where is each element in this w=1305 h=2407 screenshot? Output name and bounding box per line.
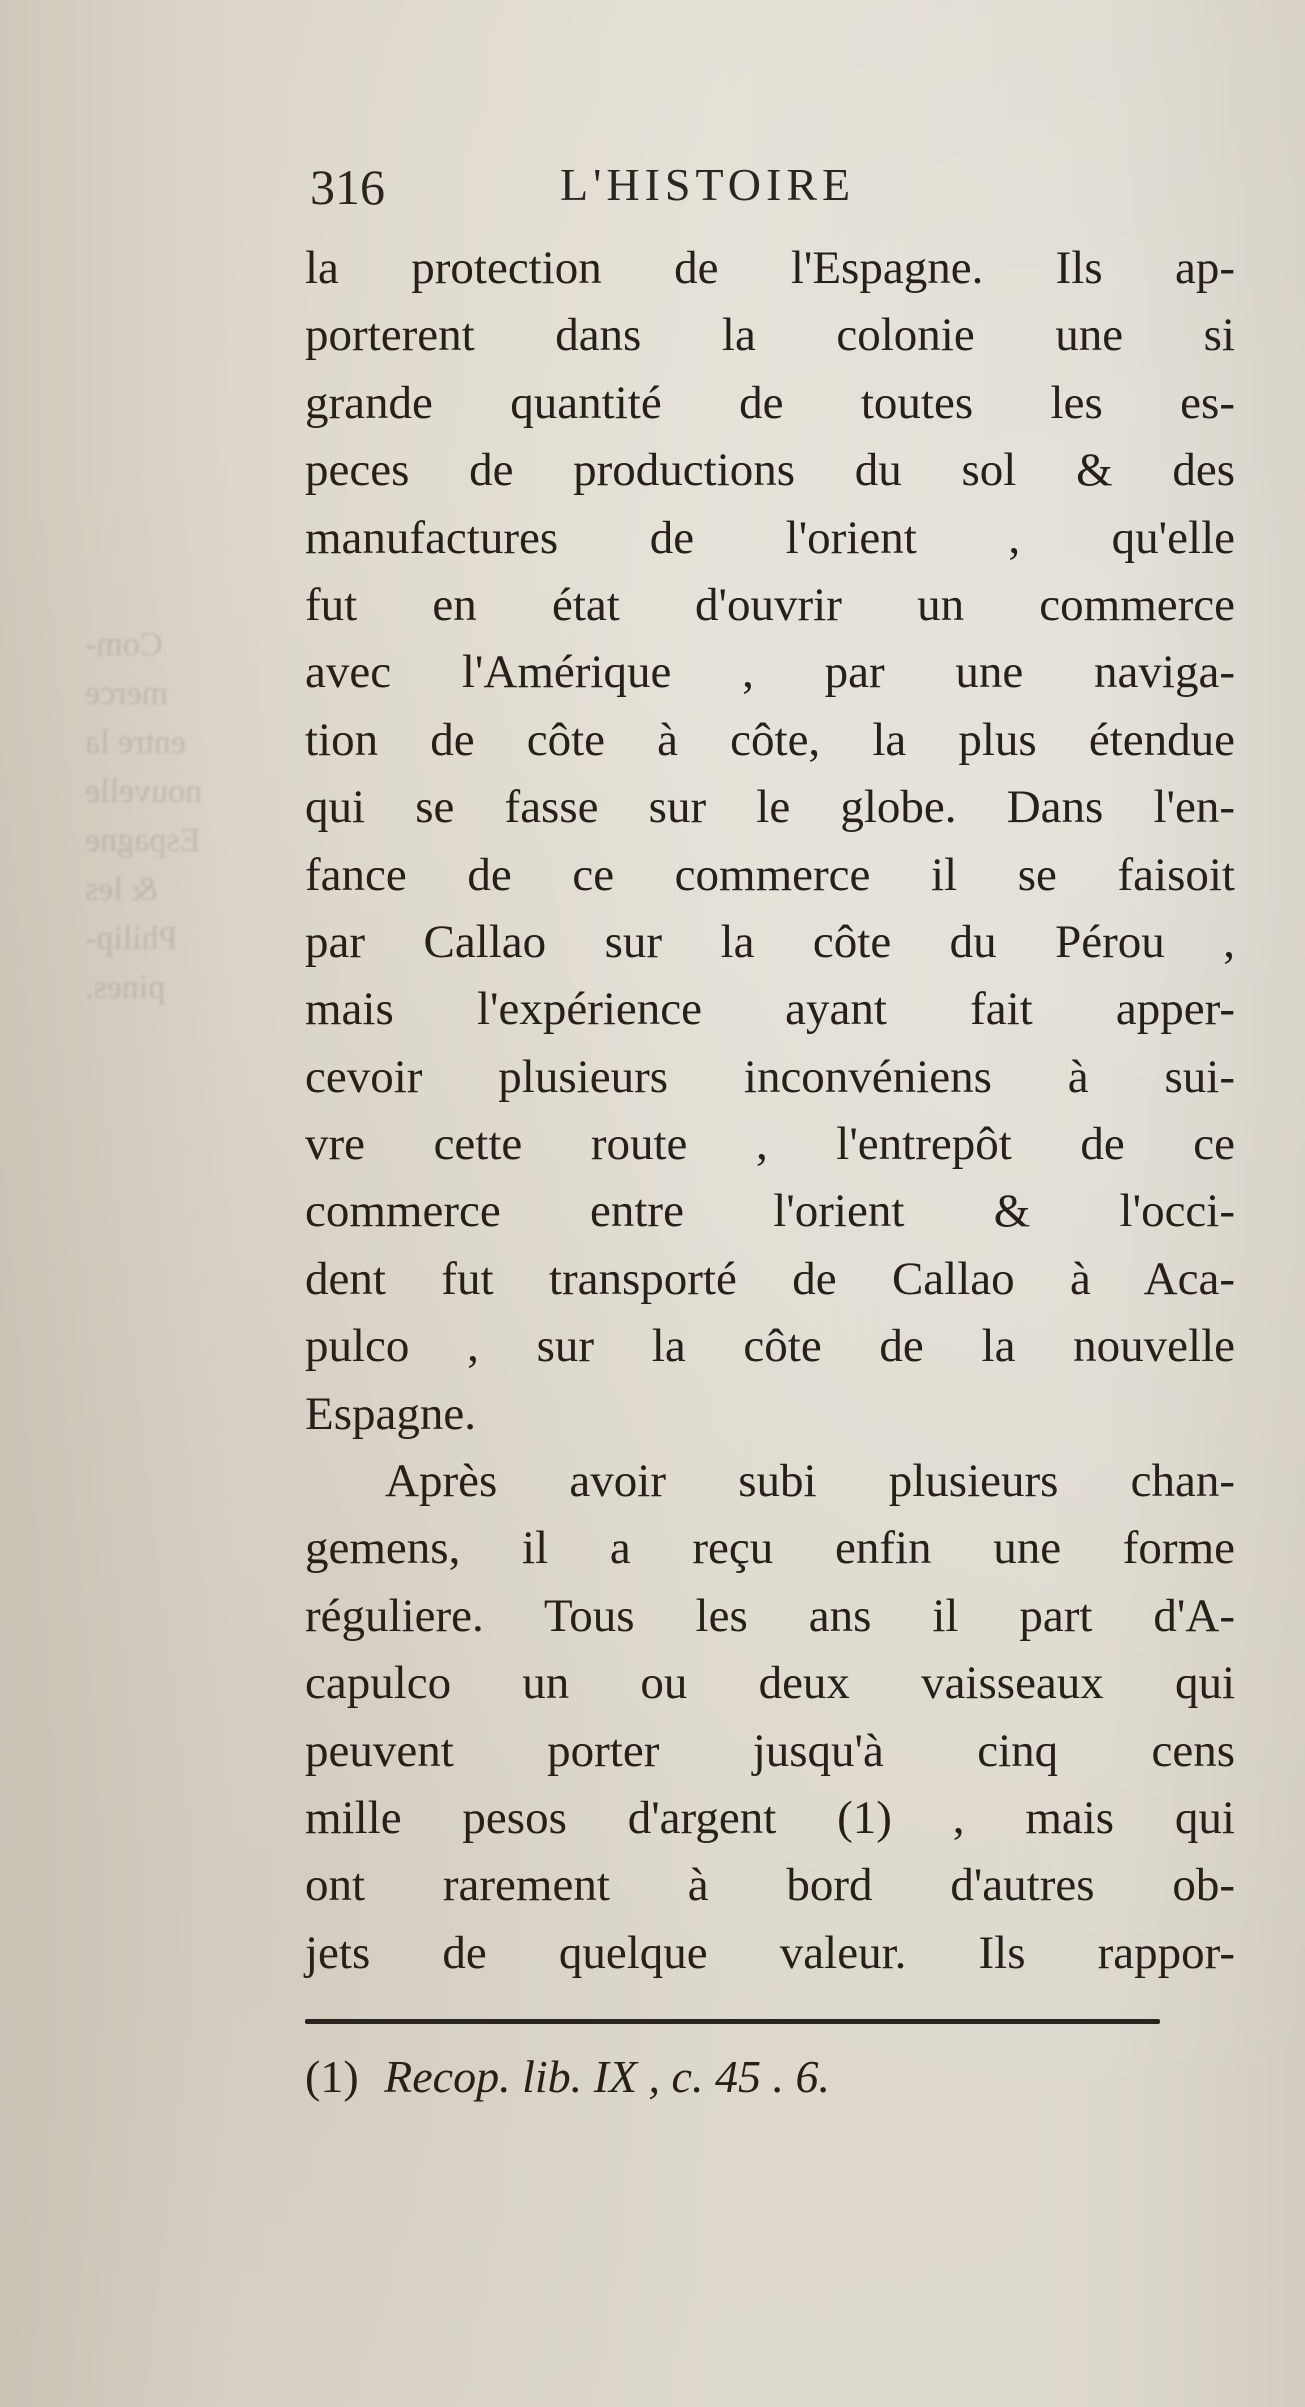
text-line: qui se fasse sur le globe. Dans l'en-: [305, 781, 1235, 834]
text-line: Après avoir subi plusieurs chan-: [385, 1455, 1235, 1508]
text-line: commerce entre l'orient & l'occi-: [305, 1185, 1235, 1238]
text-line: Espagne.: [305, 1387, 476, 1440]
text-line: pulco , sur la côte de la nouvelle: [305, 1320, 1235, 1373]
running-title: L'HISTOIRE: [560, 159, 856, 210]
text-line: cevoir plusieurs inconvéniens à sui-: [305, 1050, 1235, 1103]
show-through-marginal-note: [85, 620, 255, 1080]
text-line: par Callao sur la côte du Pérou ,: [305, 915, 1235, 968]
text-line: grande quantité de toutes les es-: [305, 376, 1235, 429]
text-line: manufactures de l'orient , qu'elle: [305, 511, 1235, 564]
text-line: mais l'expérience ayant fait apper-: [305, 983, 1235, 1036]
text-line: fut en état d'ouvrir un commerce: [305, 578, 1235, 631]
bleed-line: Philip-: [85, 920, 178, 957]
bleed-line: Com-: [85, 626, 163, 663]
body-text: [305, 235, 1235, 1987]
text-line: vre cette route , l'entrepôt de ce: [305, 1118, 1235, 1171]
footnote-rule: [305, 2019, 1160, 2024]
text-line: ont rarement à bord d'autres ob-: [305, 1859, 1235, 1912]
footnote-marker: (1): [305, 2051, 359, 2102]
text-line: jets de quelque valeur. Ils rappor-: [305, 1926, 1235, 1979]
page-number: 316: [310, 159, 385, 215]
text-line: la protection de l'Espagne. Ils ap-: [305, 242, 1235, 294]
text-line: porterent dans la colonie une si: [305, 309, 1235, 362]
bleed-line: Espagne: [85, 822, 201, 859]
bleed-line: nouvelle: [85, 773, 203, 810]
bleed-line: pines.: [85, 969, 166, 1006]
text-line: peces de productions du sol & des: [305, 444, 1235, 497]
text-line: fance de ce commerce il se faisoit: [305, 848, 1235, 901]
footnote: [305, 2050, 1205, 2103]
text-line: capulco un ou deux vaisseaux qui: [305, 1657, 1235, 1710]
text-line: gemens, il a reçu enfin une forme: [305, 1522, 1235, 1575]
bleed-line: merce: [85, 675, 169, 712]
bleed-line: & les: [85, 871, 158, 908]
text-line: avec l'Amérique , par une naviga-: [305, 646, 1235, 699]
text-line: tion de côte à côte, la plus étendue: [305, 713, 1235, 766]
footnote-text: Recop. lib. IX , c. 45 . 6.: [384, 2051, 830, 2102]
text-line: dent fut transporté de Callao à Aca-: [305, 1252, 1235, 1305]
text-line: réguliere. Tous les ans il part d'A-: [305, 1589, 1235, 1642]
page-header: [310, 150, 1210, 215]
text-line: mille pesos d'argent (1) , mais qui: [305, 1791, 1235, 1844]
bleed-line: entre la: [85, 724, 186, 761]
text-line: peuvent porter jusqu'à cinq cens: [305, 1724, 1235, 1777]
